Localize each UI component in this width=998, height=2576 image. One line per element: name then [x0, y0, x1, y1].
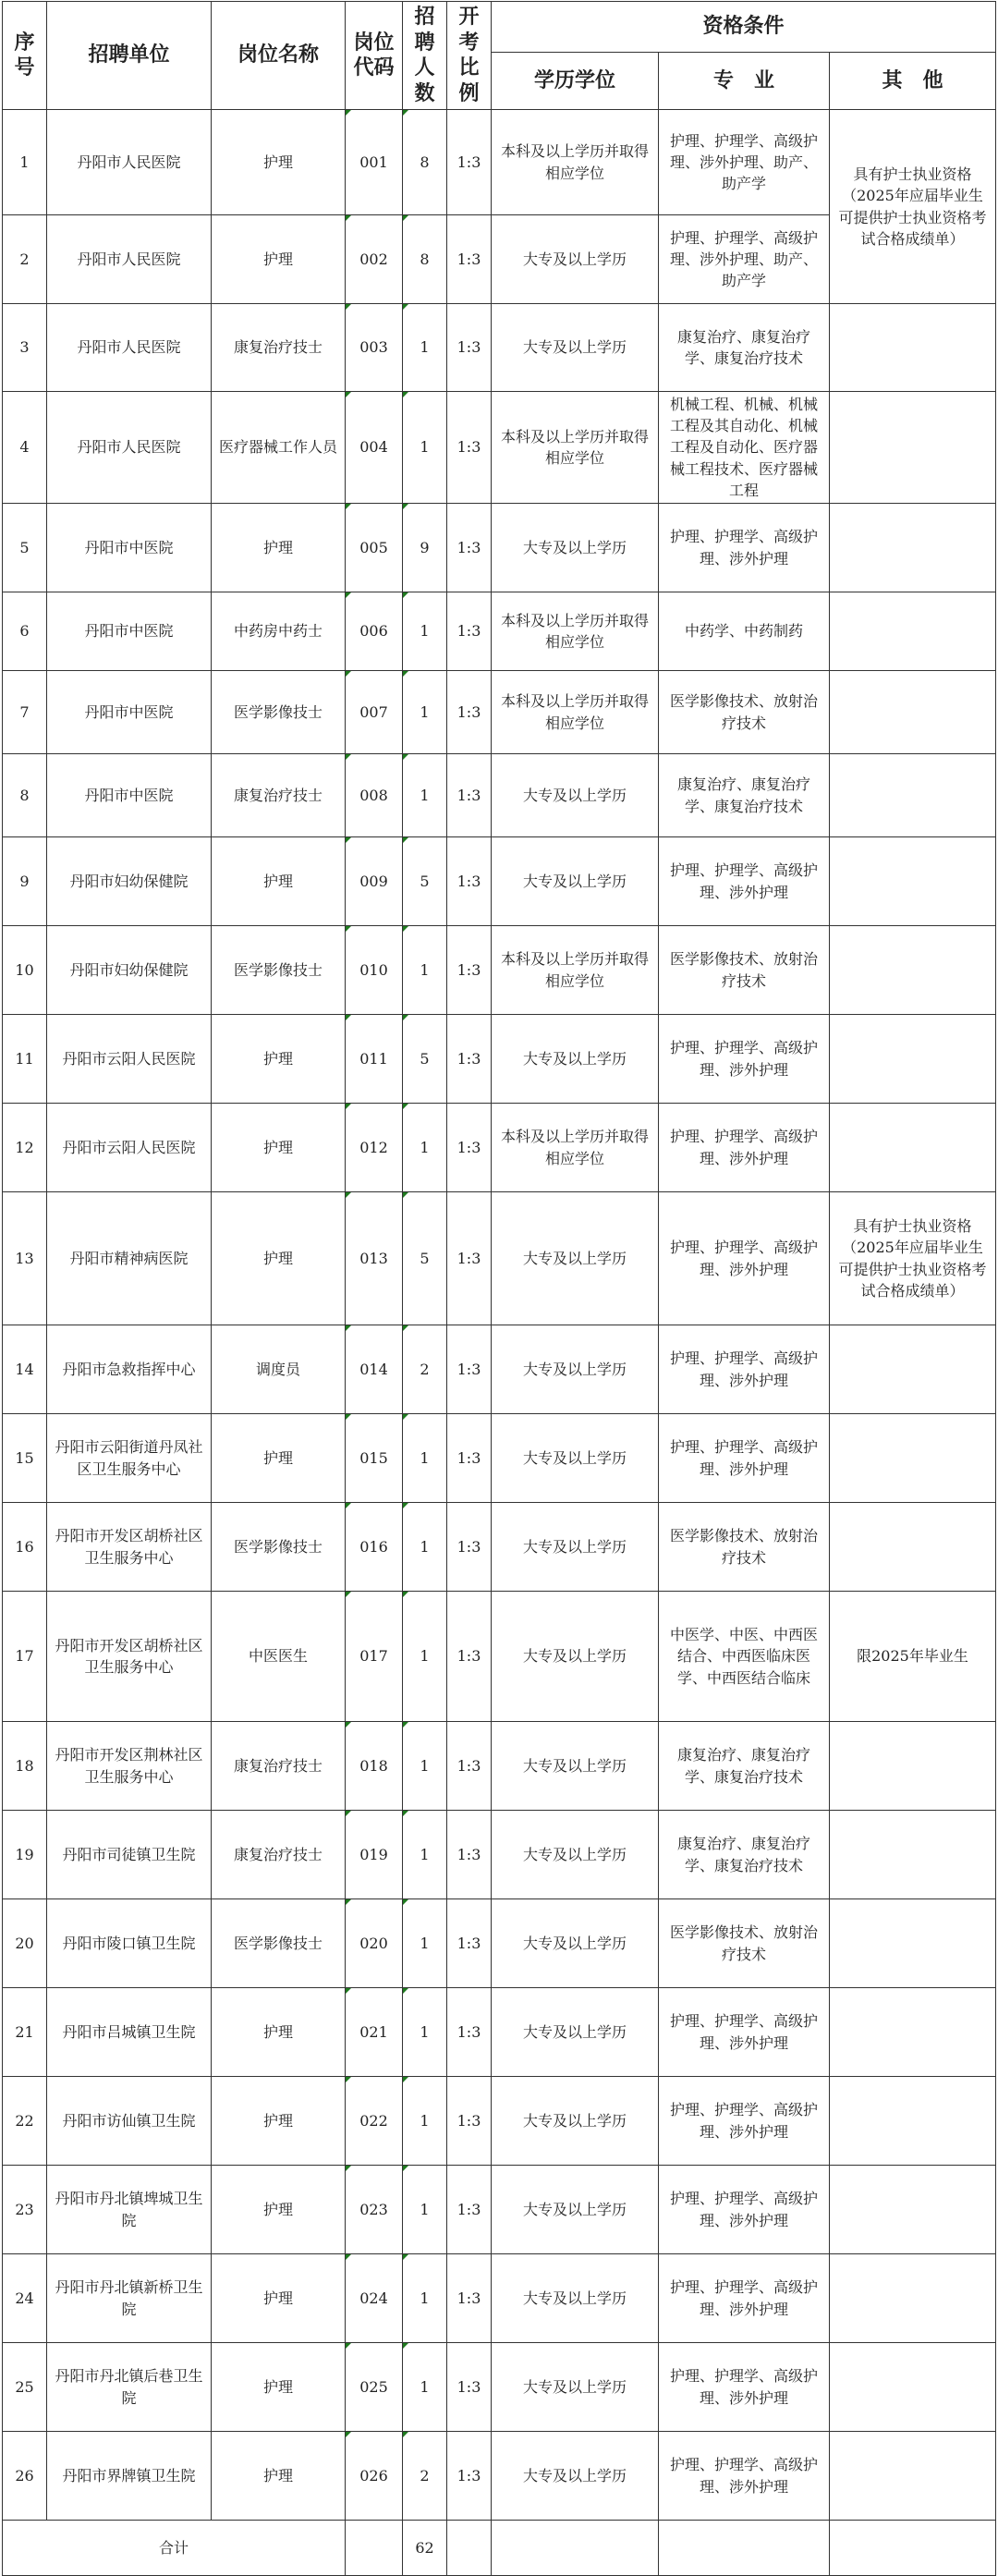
row-ratio: 1:3: [447, 215, 492, 304]
row-major: 康复治疗、康复治疗学、康复治疗技术: [659, 1811, 830, 1899]
row-code: 021: [346, 1988, 403, 2077]
row-unit: 丹阳市开发区胡桥社区卫生服务中心: [47, 1503, 212, 1592]
row-code: 002: [346, 215, 403, 304]
row-unit: 丹阳市人民医院: [47, 110, 212, 215]
row-seq: 13: [3, 1192, 47, 1325]
row-major: 医学影像技术、放射治疗技术: [659, 671, 830, 754]
row-major: 护理、护理学、高级护理、涉外护理: [659, 1325, 830, 1414]
row-education: 大专及以上学历: [492, 1592, 659, 1722]
row-count: 1: [403, 1503, 447, 1592]
row-major: 康复治疗、康复治疗学、康复治疗技术: [659, 1722, 830, 1811]
row-post: 护理: [212, 110, 346, 215]
row-education: 大专及以上学历: [492, 1192, 659, 1325]
table-row: [3, 754, 996, 837]
row-major: 护理、护理学、高级护理、涉外护理: [659, 1192, 830, 1325]
header-other: 其 他: [830, 53, 996, 110]
row-seq: 2: [3, 215, 47, 304]
row-count: 1: [403, 304, 447, 392]
row-code: 023: [346, 2166, 403, 2254]
row-count: 5: [403, 1015, 447, 1104]
row-major: 康复治疗、康复治疗学、康复治疗技术: [659, 754, 830, 837]
row-code: 019: [346, 1811, 403, 1899]
row-education: 大专及以上学历: [492, 837, 659, 926]
row-ratio: 1:3: [447, 504, 492, 592]
footer-empty: [659, 2521, 830, 2576]
row-major: 医学影像技术、放射治疗技术: [659, 1503, 830, 1592]
row-unit: 丹阳市中医院: [47, 504, 212, 592]
row-education: 大专及以上学历: [492, 2254, 659, 2343]
row-ratio: 1:3: [447, 304, 492, 392]
table-row: [3, 592, 996, 671]
row-other: [830, 1899, 996, 1988]
row-seq: 12: [3, 1104, 47, 1192]
row-major: 护理、护理学、高级护理、涉外护理: [659, 2077, 830, 2166]
row-code: 008: [346, 754, 403, 837]
row-count: 1: [403, 1104, 447, 1192]
row-count: 1: [403, 754, 447, 837]
row-code: 006: [346, 592, 403, 671]
row-ratio: 1:3: [447, 1192, 492, 1325]
row-count: 5: [403, 1192, 447, 1325]
row-other: [830, 304, 996, 392]
row-post: 护理: [212, 2166, 346, 2254]
footer-empty: [492, 2521, 659, 2576]
row-other: [830, 1988, 996, 2077]
row-count: 8: [403, 215, 447, 304]
row-code: 012: [346, 1104, 403, 1192]
row-code: 026: [346, 2432, 403, 2521]
table-row: [3, 2166, 996, 2254]
row-education: 本科及以上学历并取得相应学位: [492, 592, 659, 671]
row-seq: 1: [3, 110, 47, 215]
row-post: 护理: [212, 1988, 346, 2077]
row-unit: 丹阳市人民医院: [47, 392, 212, 504]
row-post: 护理: [212, 1414, 346, 1503]
row-other: [830, 392, 996, 504]
row-major: 中医学、中医、中西医结合、中西医临床医学、中西医结合临床: [659, 1592, 830, 1722]
header-ratio: 开考 比例: [447, 2, 492, 110]
row-seq: 10: [3, 926, 47, 1015]
row-major: 护理、护理学、高级护理、涉外护理: [659, 2432, 830, 2521]
row-unit: 丹阳市妇幼保健院: [47, 837, 212, 926]
row-post: 康复治疗技士: [212, 1722, 346, 1811]
row-post: 调度员: [212, 1325, 346, 1414]
row-major: 医学影像技术、放射治疗技术: [659, 926, 830, 1015]
row-ratio: 1:3: [447, 671, 492, 754]
row-seq: 11: [3, 1015, 47, 1104]
row-unit: 丹阳市界牌镇卫生院: [47, 2432, 212, 2521]
header-seq: 序 号: [3, 2, 47, 110]
row-seq: 24: [3, 2254, 47, 2343]
row-seq: 17: [3, 1592, 47, 1722]
row-code: 014: [346, 1325, 403, 1414]
row-education: 大专及以上学历: [492, 1503, 659, 1592]
row-major: 护理、护理学、高级护理、涉外护理: [659, 1104, 830, 1192]
row-code: 016: [346, 1503, 403, 1592]
row-ratio: 1:3: [447, 1811, 492, 1899]
row-code: 001: [346, 110, 403, 215]
row-other: [830, 2254, 996, 2343]
row-major: 护理、护理学、高级护理、涉外护理: [659, 2254, 830, 2343]
row-education: 大专及以上学历: [492, 215, 659, 304]
table-row: [3, 1722, 996, 1811]
row-unit: 丹阳市中医院: [47, 671, 212, 754]
table-row: [3, 2077, 996, 2166]
row-ratio: 1:3: [447, 1414, 492, 1503]
row-code: 003: [346, 304, 403, 392]
row-major: 护理、护理学、高级护理、涉外护理: [659, 504, 830, 592]
header-code: 岗位 代码: [346, 2, 403, 110]
table-row: [3, 1325, 996, 1414]
row-count: 1: [403, 2077, 447, 2166]
table-row: [3, 504, 996, 592]
row-unit: 丹阳市访仙镇卫生院: [47, 2077, 212, 2166]
header-post: 岗位名称: [212, 2, 346, 110]
row-count: 1: [403, 1414, 447, 1503]
row-education: 大专及以上学历: [492, 1722, 659, 1811]
row-post: 护理: [212, 504, 346, 592]
row-code: 009: [346, 837, 403, 926]
row-unit: 丹阳市陵口镇卫生院: [47, 1899, 212, 1988]
row-other: [830, 1015, 996, 1104]
row-unit: 丹阳市云阳人民医院: [47, 1015, 212, 1104]
row-major: 护理、护理学、高级护理、涉外护理、助产、助产学: [659, 215, 830, 304]
row-other: [830, 1104, 996, 1192]
row-education: 大专及以上学历: [492, 1988, 659, 2077]
row-unit: 丹阳市云阳人民医院: [47, 1104, 212, 1192]
table-row: [3, 1988, 996, 2077]
row-post: 护理: [212, 2343, 346, 2432]
row-other: [830, 926, 996, 1015]
row-education: 大专及以上学历: [492, 304, 659, 392]
row-unit: 丹阳市中医院: [47, 592, 212, 671]
row-major: 护理、护理学、高级护理、涉外护理、助产、助产学: [659, 110, 830, 215]
header-unit: 招聘单位: [47, 2, 212, 110]
recruitment-table: [2, 1, 996, 2576]
table-row: [3, 1592, 996, 1722]
row-ratio: 1:3: [447, 1503, 492, 1592]
row-count: 1: [403, 592, 447, 671]
row-code: 020: [346, 1899, 403, 1988]
row-seq: 14: [3, 1325, 47, 1414]
row-ratio: 1:3: [447, 2077, 492, 2166]
row-code: 013: [346, 1192, 403, 1325]
row-education: 大专及以上学历: [492, 504, 659, 592]
row-education: 本科及以上学历并取得相应学位: [492, 926, 659, 1015]
footer-empty: [830, 2521, 996, 2576]
row-education: 本科及以上学历并取得相应学位: [492, 1104, 659, 1192]
table-row: [3, 1015, 996, 1104]
row-major: 护理、护理学、高级护理、涉外护理: [659, 1015, 830, 1104]
row-seq: 26: [3, 2432, 47, 2521]
header-education: 学历学位: [492, 53, 659, 110]
table-row: [3, 392, 996, 504]
row-unit: 丹阳市丹北镇新桥卫生院: [47, 2254, 212, 2343]
row-count: 1: [403, 392, 447, 504]
row-seq: 16: [3, 1503, 47, 1592]
header-major: 专 业: [659, 53, 830, 110]
row-count: 1: [403, 2254, 447, 2343]
row-major: 护理、护理学、高级护理、涉外护理: [659, 2343, 830, 2432]
row-unit: 丹阳市人民医院: [47, 304, 212, 392]
row-education: 本科及以上学历并取得相应学位: [492, 110, 659, 215]
row-other: [830, 1722, 996, 1811]
row-count: 2: [403, 2432, 447, 2521]
row-ratio: 1:3: [447, 1015, 492, 1104]
row-other: [830, 592, 996, 671]
row-education: 大专及以上学历: [492, 2077, 659, 2166]
row-major: 护理、护理学、高级护理、涉外护理: [659, 2166, 830, 2254]
row-education: 大专及以上学历: [492, 1414, 659, 1503]
row-major: 机械工程、机械、机械工程及其自动化、机械工程及自动化、医疗器械工程技术、医疗器械工程: [659, 392, 830, 504]
row-unit: 丹阳市妇幼保健院: [47, 926, 212, 1015]
row-unit: 丹阳市吕城镇卫生院: [47, 1988, 212, 2077]
table-row: [3, 2432, 996, 2521]
row-unit: 丹阳市人民医院: [47, 215, 212, 304]
row-other: [830, 2077, 996, 2166]
row-seq: 8: [3, 754, 47, 837]
row-seq: 5: [3, 504, 47, 592]
row-count: 5: [403, 837, 447, 926]
row-count: 1: [403, 1811, 447, 1899]
table-row: [3, 2343, 996, 2432]
row-count: 1: [403, 1722, 447, 1811]
row-seq: 18: [3, 1722, 47, 1811]
row-unit: 丹阳市中医院: [47, 754, 212, 837]
row-post: 医学影像技士: [212, 926, 346, 1015]
row-post: 护理: [212, 2432, 346, 2521]
row-count: 1: [403, 671, 447, 754]
row-ratio: 1:3: [447, 1722, 492, 1811]
row-ratio: 1:3: [447, 1325, 492, 1414]
row-post: 护理: [212, 215, 346, 304]
row-code: 022: [346, 2077, 403, 2166]
row-major: 护理、护理学、高级护理、涉外护理: [659, 1988, 830, 2077]
row-code: 018: [346, 1722, 403, 1811]
row-other: [830, 2432, 996, 2521]
row-ratio: 1:3: [447, 926, 492, 1015]
row-code: 005: [346, 504, 403, 592]
row-seq: 3: [3, 304, 47, 392]
row-post: 中药房中药士: [212, 592, 346, 671]
table-row: [3, 671, 996, 754]
header-count: 招聘 人数: [403, 2, 447, 110]
row-unit: 丹阳市丹北镇后巷卫生院: [47, 2343, 212, 2432]
row-ratio: 1:3: [447, 392, 492, 504]
row-seq: 23: [3, 2166, 47, 2254]
row-education: 大专及以上学历: [492, 1811, 659, 1899]
row-count: 1: [403, 2166, 447, 2254]
row-unit: 丹阳市开发区胡桥社区卫生服务中心: [47, 1592, 212, 1722]
table-row: [3, 1104, 996, 1192]
row-major: 护理、护理学、高级护理、涉外护理: [659, 837, 830, 926]
row-other: [830, 1414, 996, 1503]
row-unit: 丹阳市云阳街道丹凤社区卫生服务中心: [47, 1414, 212, 1503]
row-education: 本科及以上学历并取得相应学位: [492, 392, 659, 504]
row-count: 1: [403, 1899, 447, 1988]
row-count: 2: [403, 1325, 447, 1414]
row-post: 中医医生: [212, 1592, 346, 1722]
table-row: [3, 110, 996, 215]
row-education: 大专及以上学历: [492, 1899, 659, 1988]
table-row: [3, 1811, 996, 1899]
row-post: 康复治疗技士: [212, 754, 346, 837]
row-count: 1: [403, 926, 447, 1015]
row-post: 医学影像技士: [212, 1899, 346, 1988]
row-ratio: 1:3: [447, 1988, 492, 2077]
row-post: 医学影像技士: [212, 671, 346, 754]
row-unit: 丹阳市精神病医院: [47, 1192, 212, 1325]
row-count: 8: [403, 110, 447, 215]
row-major: 医学影像技术、放射治疗技术: [659, 1899, 830, 1988]
row-post: 护理: [212, 1015, 346, 1104]
row-other: 具有护士执业资格（2025年应届毕业生可提供护士执业资格考试合格成绩单）: [830, 1192, 996, 1325]
row-post: 护理: [212, 1104, 346, 1192]
row-education: 本科及以上学历并取得相应学位: [492, 671, 659, 754]
table-row: [3, 1414, 996, 1503]
row-post: 护理: [212, 2077, 346, 2166]
table-body: [3, 110, 996, 2521]
table-row: [3, 1899, 996, 1988]
row-seq: 7: [3, 671, 47, 754]
row-post: 康复治疗技士: [212, 304, 346, 392]
row-code: 004: [346, 392, 403, 504]
row-seq: 6: [3, 592, 47, 671]
row-seq: 22: [3, 2077, 47, 2166]
row-count: 1: [403, 2343, 447, 2432]
row-seq: 9: [3, 837, 47, 926]
row-other: [830, 837, 996, 926]
row-ratio: 1:3: [447, 2254, 492, 2343]
footer-code-empty: [346, 2521, 403, 2576]
row-other: [830, 671, 996, 754]
row-other: [830, 1503, 996, 1592]
row-education: 大专及以上学历: [492, 2166, 659, 2254]
row-major: 护理、护理学、高级护理、涉外护理: [659, 1414, 830, 1503]
table-row: [3, 2254, 996, 2343]
row-unit: 丹阳市丹北镇埤城卫生院: [47, 2166, 212, 2254]
row-education: 大专及以上学历: [492, 754, 659, 837]
row-seq: 20: [3, 1899, 47, 1988]
row-education: 大专及以上学历: [492, 1325, 659, 1414]
row-post: 护理: [212, 837, 346, 926]
row-post: 康复治疗技士: [212, 1811, 346, 1899]
row-seq: 4: [3, 392, 47, 504]
header-qualifications: 资格条件: [492, 2, 996, 53]
row-ratio: 1:3: [447, 592, 492, 671]
row-unit: 丹阳市司徒镇卫生院: [47, 1811, 212, 1899]
row-unit: 丹阳市开发区荆林社区卫生服务中心: [47, 1722, 212, 1811]
row-ratio: 1:3: [447, 2432, 492, 2521]
row-education: 大专及以上学历: [492, 2432, 659, 2521]
row-count: 9: [403, 504, 447, 592]
row-post: 医疗器械工作人员: [212, 392, 346, 504]
row-ratio: 1:3: [447, 110, 492, 215]
table-row: [3, 1503, 996, 1592]
row-other: [830, 754, 996, 837]
row-other: [830, 2166, 996, 2254]
row-ratio: 1:3: [447, 1592, 492, 1722]
row-unit: 丹阳市急救指挥中心: [47, 1325, 212, 1414]
row-count: 1: [403, 1592, 447, 1722]
row-education: 大专及以上学历: [492, 1015, 659, 1104]
row-code: 007: [346, 671, 403, 754]
row-seq: 15: [3, 1414, 47, 1503]
row-post: 护理: [212, 1192, 346, 1325]
footer-total-label: 合计: [3, 2521, 346, 2576]
table-row: [3, 837, 996, 926]
row-major: 康复治疗、康复治疗学、康复治疗技术: [659, 304, 830, 392]
table-row: [3, 304, 996, 392]
table-row: [3, 1192, 996, 1325]
row-seq: 25: [3, 2343, 47, 2432]
row-code: 025: [346, 2343, 403, 2432]
row-code: 024: [346, 2254, 403, 2343]
row-post: 医学影像技士: [212, 1503, 346, 1592]
footer-total-count: 62: [403, 2521, 447, 2576]
row-code: 010: [346, 926, 403, 1015]
row-seq: 21: [3, 1988, 47, 2077]
row-other: [830, 1811, 996, 1899]
row-seq: 19: [3, 1811, 47, 1899]
row-other-merged: 具有护士执业资格（2025年应届毕业生可提供护士执业资格考试合格成绩单）: [830, 110, 996, 304]
row-post: 护理: [212, 2254, 346, 2343]
row-code: 015: [346, 1414, 403, 1503]
table-row: [3, 926, 996, 1015]
row-ratio: 1:3: [447, 2166, 492, 2254]
row-ratio: 1:3: [447, 1899, 492, 1988]
row-code: 011: [346, 1015, 403, 1104]
footer-empty: [447, 2521, 492, 2576]
row-other: 限2025年毕业生: [830, 1592, 996, 1722]
row-education: 大专及以上学历: [492, 2343, 659, 2432]
row-other: [830, 2343, 996, 2432]
row-code: 017: [346, 1592, 403, 1722]
row-ratio: 1:3: [447, 754, 492, 837]
row-ratio: 1:3: [447, 2343, 492, 2432]
row-count: 1: [403, 1988, 447, 2077]
row-ratio: 1:3: [447, 837, 492, 926]
row-other: [830, 1325, 996, 1414]
row-other: [830, 504, 996, 592]
row-major: 中药学、中药制药: [659, 592, 830, 671]
row-ratio: 1:3: [447, 1104, 492, 1192]
